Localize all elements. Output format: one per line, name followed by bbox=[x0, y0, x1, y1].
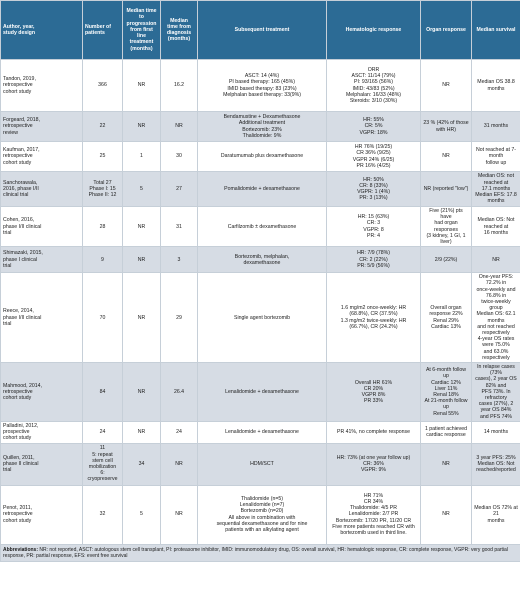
cell-patients: Total 27 Phase I: 15 Phase II: 12 bbox=[83, 172, 123, 207]
cell-patients: 24 bbox=[83, 421, 123, 443]
table-body bbox=[1, 60, 520, 545]
header-time-from-diagnosis: Median time from diagnosis (months) bbox=[161, 1, 198, 60]
table-row bbox=[1, 60, 520, 112]
cell-time-from-diagnosis: 29 bbox=[161, 273, 198, 363]
cell-time-to-progression: NR bbox=[123, 247, 161, 273]
cell-patients: 25 bbox=[83, 142, 123, 172]
table-row bbox=[1, 112, 520, 142]
cell-subsequent-treatment: Bortezomib, melphalan, dexamethasone bbox=[198, 247, 327, 273]
cell-author: Kaufman, 2017, retrospective cohort study bbox=[1, 142, 83, 172]
cell-time-from-diagnosis: 3 bbox=[161, 247, 198, 273]
header-time-to-progression: Median time to progression from first line treatment (months) bbox=[123, 1, 161, 60]
cell-organ-response: 1 patient achieved cardiac response bbox=[421, 421, 472, 443]
cell-hematologic-response: Overall HR 61% CR 20% VGPR 8% PR 33% bbox=[327, 363, 421, 422]
cell-organ-response: NR (reported "low") bbox=[421, 172, 472, 207]
cell-author: Reece, 2014, phase I/II clinical trial bbox=[1, 273, 83, 363]
cell-patients: 70 bbox=[83, 273, 123, 363]
cell-median-survival: NR bbox=[472, 247, 520, 273]
header-subsequent-treatment: Subsequent treatment bbox=[198, 1, 327, 60]
table-row bbox=[1, 247, 520, 273]
header-row bbox=[1, 1, 520, 60]
cell-hematologic-response: HR 76% (19/25) CR 36% (9/25) VGPR 24% (6/25) PR 16% (4/25) bbox=[327, 142, 421, 172]
cell-time-to-progression: NR bbox=[123, 60, 161, 112]
cell-median-survival: In relapse cases (73% cases), 2 year OS 82% and PFS 73%. In refractory cases (27%), 2 year OS 84% and PFS 74% bbox=[472, 363, 520, 422]
cell-author: Tandon, 2019, retrospective cohort study bbox=[1, 60, 83, 112]
cell-time-from-diagnosis: 31 bbox=[161, 207, 198, 247]
cell-time-from-diagnosis: 26.4 bbox=[161, 363, 198, 422]
cell-time-from-diagnosis: NR bbox=[161, 443, 198, 485]
cell-author: Mahmood, 2014, retrospective cohort study bbox=[1, 363, 83, 422]
cell-organ-response: 2/9 (22%) bbox=[421, 247, 472, 273]
cell-hematologic-response: HR: 55% CR: 5% VGPR: 18% bbox=[327, 112, 421, 142]
table-row bbox=[1, 273, 520, 363]
cell-time-to-progression: NR bbox=[123, 363, 161, 422]
table-row bbox=[1, 363, 520, 422]
cell-author: Cohen, 2016, phase I/II clinical trial bbox=[1, 207, 83, 247]
cell-patients: 11 5: repeat stem cell mobilization 6: cryopreserve bbox=[83, 443, 123, 485]
cell-subsequent-treatment: Pomalidomide + dexamethasone bbox=[198, 172, 327, 207]
table-row bbox=[1, 485, 520, 544]
header-hematologic-response: Hematologic response bbox=[327, 1, 421, 60]
cell-time-to-progression: 5 bbox=[123, 172, 161, 207]
cell-time-to-progression: 34 bbox=[123, 443, 161, 485]
cell-author: Shimazaki, 2015, phase I clinical trial bbox=[1, 247, 83, 273]
cell-hematologic-response: 1.6 mg/m2 once-weekly: HR (68.8%), CR (37.5%) 1.3 mg/m2 twice-weekly: HR (66.7%), CR (24.2%) bbox=[327, 273, 421, 363]
table-row bbox=[1, 172, 520, 207]
cell-author: Sanchorawala, 2016, phase I/II clinical trial bbox=[1, 172, 83, 207]
cell-time-to-progression: NR bbox=[123, 207, 161, 247]
cell-subsequent-treatment: HDM/SCT bbox=[198, 443, 327, 485]
abbreviations-text: NR: not reported, ASCT: autologous stem cell transplant, PI: proteasome inhibitor, IMID: immunomodulatory drug, OS: overall survival, HR: hematologic response, CR: complete response, VGPR: very good partial response, PR: partial response, EFS: event free survival bbox=[3, 546, 508, 559]
cell-time-from-diagnosis: NR bbox=[161, 112, 198, 142]
cell-median-survival: 14 months bbox=[472, 421, 520, 443]
cell-time-from-diagnosis: 16.2 bbox=[161, 60, 198, 112]
cell-subsequent-treatment: Single agent bortezomib bbox=[198, 273, 327, 363]
cell-hematologic-response: HR 71% CR 34% Thalidomide: 4/5 PR Lenalidomide: 2/7 PR Bortezomib: 17/20 PR, 11/20 CR Five more patients reached CR with bortezomib used in third line. bbox=[327, 485, 421, 544]
cell-subsequent-treatment: ASCT: 14 (4%) PI based therapy: 165 (45%) IMID based therapy: 83 (23%) Melphalan based therapy: 33(9%) bbox=[198, 60, 327, 112]
cell-time-to-progression: 5 bbox=[123, 485, 161, 544]
cell-time-from-diagnosis: 30 bbox=[161, 142, 198, 172]
cell-author: Penot, 2011, retrospective cohort study bbox=[1, 485, 83, 544]
cell-median-survival: 3 year PFS: 25% Median OS: Not reached/reported bbox=[472, 443, 520, 485]
cell-time-from-diagnosis: 27 bbox=[161, 172, 198, 207]
cell-organ-response: 23 % (42% of those with HR) bbox=[421, 112, 472, 142]
cell-patients: 22 bbox=[83, 112, 123, 142]
cell-subsequent-treatment: Daratumumab plus dexamethasone bbox=[198, 142, 327, 172]
cell-organ-response: NR bbox=[421, 142, 472, 172]
abbreviations-note bbox=[1, 544, 520, 561]
table-row bbox=[1, 207, 520, 247]
cell-patients: 366 bbox=[83, 60, 123, 112]
cell-organ-response: At 6-month follow up Cardiac 12% Liver 11% Renal 18% At 21-month follow up Renal 55% bbox=[421, 363, 472, 422]
cell-organ-response: NR bbox=[421, 443, 472, 485]
cell-median-survival: Median OS 38.8 months bbox=[472, 60, 520, 112]
cell-median-survival: Median OS: Not reached at 16 months bbox=[472, 207, 520, 247]
cell-median-survival: Not reached at 7-month follow up bbox=[472, 142, 520, 172]
table-row bbox=[1, 421, 520, 443]
cell-patients: 28 bbox=[83, 207, 123, 247]
cell-hematologic-response: HR: 73% (at one year follow up) CR: 36% VGPR: 9% bbox=[327, 443, 421, 485]
header-organ-response: Organ response bbox=[421, 1, 472, 60]
cell-author: Quillen, 2011, phase II clinical trial bbox=[1, 443, 83, 485]
cell-time-to-progression: NR bbox=[123, 273, 161, 363]
table-row bbox=[1, 443, 520, 485]
cell-median-survival: Median OS: not reached at 17.1 months Median EFS: 17.8 months bbox=[472, 172, 520, 207]
cell-organ-response: Five (21%) pts have had organ responses (3 kidney, 1 GI, 1 liver) bbox=[421, 207, 472, 247]
cell-hematologic-response: ORR ASCT: 11/14 (79%) PI: 93/165 (56%) IMID: 43/83 (52%) Melphalan: 16/33 (48%) Steroids: 3/10 (30%) bbox=[327, 60, 421, 112]
cell-time-to-progression: NR bbox=[123, 421, 161, 443]
cell-organ-response: NR bbox=[421, 485, 472, 544]
cell-subsequent-treatment: Bendamustine + Dexamethasone Additional treatment Bortezomib: 23% Thalidomide: 9% bbox=[198, 112, 327, 142]
table-row bbox=[1, 142, 520, 172]
cell-author: Forgeard, 2018, retrospective review bbox=[1, 112, 83, 142]
cell-median-survival: Median OS 72% at 21 months bbox=[472, 485, 520, 544]
cell-subsequent-treatment: Lenalidomide + dexamethasone bbox=[198, 363, 327, 422]
cell-patients: 32 bbox=[83, 485, 123, 544]
cell-author: Palladini, 2012, prospective cohort study bbox=[1, 421, 83, 443]
cell-median-survival: 31 months bbox=[472, 112, 520, 142]
cell-subsequent-treatment: Carfilzomib ± dexamethasone bbox=[198, 207, 327, 247]
cell-median-survival: One-year PFS: 72.2% in once-weekly and 76.8% in twice-weekly group Median OS: 62.1 months and not reached respectively 4-year OS rates were 75.0% and 63.0% respectively bbox=[472, 273, 520, 363]
cell-time-to-progression: 1 bbox=[123, 142, 161, 172]
header-median-survival: Median survival bbox=[472, 1, 520, 60]
header-patients: Number of patients bbox=[83, 1, 123, 60]
abbreviations-label: Abbreviations: bbox=[3, 546, 39, 553]
cell-subsequent-treatment: Lenalidomide + dexamethasone bbox=[198, 421, 327, 443]
cell-time-to-progression: NR bbox=[123, 112, 161, 142]
cell-patients: 84 bbox=[83, 363, 123, 422]
cell-hematologic-response: HR: 50% CR: 8 (33%) VGPR: 1 (4%) PR: 3 (13%) bbox=[327, 172, 421, 207]
header-author: Author, year, study design bbox=[1, 1, 83, 60]
cell-hematologic-response: HR: 7/9 (78%) CR: 2 (22%) PR: 5/9 (56%) bbox=[327, 247, 421, 273]
cell-organ-response: NR bbox=[421, 60, 472, 112]
cell-hematologic-response: HR: 15 (63%) CR: 3 VGPR: 8 PR: 4 bbox=[327, 207, 421, 247]
cell-organ-response: Overall organ response 22% Renal 29% Cardiac 13% bbox=[421, 273, 472, 363]
cell-time-from-diagnosis: NR bbox=[161, 485, 198, 544]
cell-hematologic-response: PR 41%, no complete response bbox=[327, 421, 421, 443]
abbreviations-row bbox=[1, 544, 520, 561]
cell-subsequent-treatment: Thalidomide (n=5) Lenalidomide (n=7) Bortezomib (n=20) All above in combination with sequential dexamethasone and for nine patients with an alkylating agent bbox=[198, 485, 327, 544]
cell-patients: 9 bbox=[83, 247, 123, 273]
cell-time-from-diagnosis: 24 bbox=[161, 421, 198, 443]
